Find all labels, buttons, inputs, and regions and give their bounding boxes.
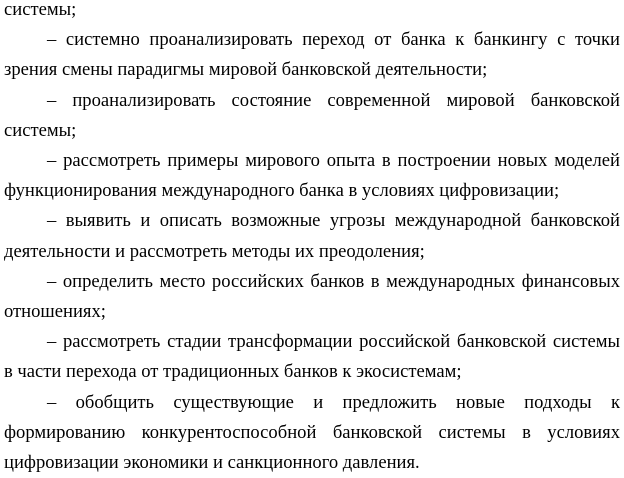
list-item-4: – выявить и описать возможные угрозы международной банковской деятельности и рассмотреть методы их преодоления; — [4, 210, 620, 262]
list-item-7: – обобщить существующие и предложить новые подходы к формированию конкурентоспособной банковской системы в условиях цифровизации экономики и санкционного давления. — [4, 391, 620, 474]
document-page — [4, 0, 620, 478]
list-item-1: – системно проанализировать переход от банка к банкингу с точки зрения смены парадигмы мировой банковской деятельности; — [4, 29, 620, 81]
list-item-2: – проанализировать состояние современной мировой банковской системы; — [4, 89, 620, 141]
lead-fragment: системы; — [4, 0, 77, 20]
list-item-6: – рассмотреть стадии трансформации российской банковской системы в части перехода от традиционных банков к экосистемам; — [4, 331, 620, 383]
list-item-5: – определить место российских банков в международных финансовых отношениях; — [4, 270, 620, 323]
list-item-3: – рассмотреть примеры мирового опыта в построении новых моделей функционирования международного банка в условиях цифровизации; — [4, 150, 620, 202]
